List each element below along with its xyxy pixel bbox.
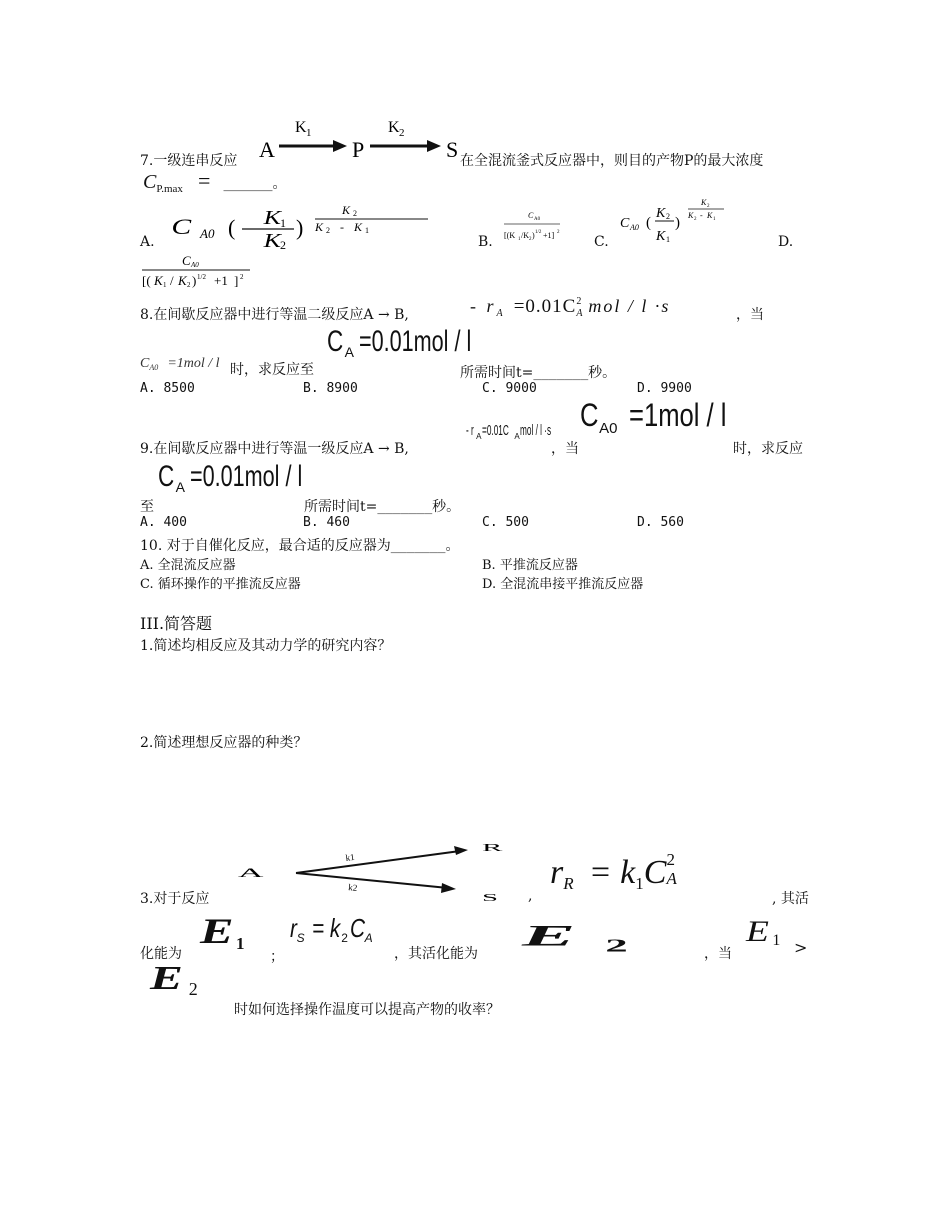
svg-text:+1: +1 (214, 273, 228, 288)
q10-option-c: C. 循环操作的平推流反应器 (140, 577, 301, 592)
q9-prefix: 在间歇反应器中进行等温一级反应A (153, 441, 374, 457)
svg-text:K: K (701, 198, 707, 207)
q10-blank: _______ (390, 539, 446, 554)
q3-semicolon: ； (270, 949, 284, 965)
section3-title: III.简答题 (140, 614, 213, 633)
svg-text:2: 2 (557, 230, 560, 235)
q7-line1-prefix (140, 150, 237, 170)
svg-text:2: 2 (707, 204, 710, 209)
q10-number: 10. (140, 538, 163, 554)
svg-text:K: K (263, 206, 281, 230)
q7-cp-sub: P.max (156, 183, 183, 195)
q8-arrow: → (377, 307, 390, 323)
svg-text:A0: A0 (630, 223, 639, 232)
svg-text:): ) (296, 215, 304, 240)
q3-greater-than: > (794, 938, 808, 957)
q8-ca-target: CA =0.01mol / l (327, 325, 472, 360)
svg-text:]: ] (234, 273, 239, 288)
svg-text:): ) (532, 231, 535, 240)
q9-option-d: D. 560 (637, 515, 684, 530)
q3-E2: E 2 (522, 918, 628, 956)
q9-to: 至 (140, 499, 154, 515)
q3-parallel-reaction-scheme (238, 835, 528, 905)
q7-prefix: 一级连串反应 (153, 153, 238, 169)
q9-option-b: B. 460 (303, 515, 350, 530)
q7-option-b-label: B. (478, 234, 493, 250)
q3-species-S: S (482, 891, 499, 904)
svg-text:/: / (170, 273, 174, 288)
svg-text:2: 2 (187, 281, 191, 289)
svg-text:1: 1 (713, 217, 716, 222)
q7-option-b-formula (500, 204, 570, 246)
section3-q3-prefix: 3.对于反应 (140, 891, 210, 907)
q3-line2-prefix: 化能为 (140, 946, 182, 962)
q3-line2-mid: ，其活化能为 (394, 946, 478, 962)
svg-text:K: K (707, 211, 713, 220)
q8-option-a: A. 8500 (140, 381, 195, 396)
q10-text: 对于自催化反应，最合适的反应器为 (166, 538, 391, 554)
q7-species-P: P (352, 137, 365, 162)
svg-text:1: 1 (518, 237, 521, 242)
q7-blank: _______ (223, 176, 273, 192)
svg-text:A0: A0 (200, 226, 215, 241)
q9-ca0: CA0 =1mol / l (580, 397, 727, 437)
q9-line1-prefix (140, 438, 409, 458)
q10-option-a: A. 全混流反应器 (140, 558, 236, 573)
q9-ask: 所需时间t=_______秒。 (304, 499, 461, 515)
q8-rate-expression: - $r_A =0.01C$ 2 A mol / l ·s (470, 296, 671, 319)
svg-text:K: K (342, 203, 351, 217)
svg-text:2: 2 (353, 209, 357, 218)
svg-text:K: K (263, 229, 281, 252)
svg-text:2: 2 (280, 238, 286, 252)
q3-comma: , (528, 888, 533, 904)
svg-text:/K: /K (521, 231, 529, 240)
svg-text:1: 1 (666, 235, 670, 244)
section3-q1: 1.简述均相反应及其动力学的研究内容？ (140, 638, 392, 654)
q8-time-text: 时，求反应至 (230, 362, 314, 378)
q9-arrow: → (377, 441, 390, 457)
svg-text:C: C (182, 253, 191, 268)
svg-text:2: 2 (529, 237, 532, 242)
q7-k1-letter: K (295, 119, 307, 136)
q8-ask: 所需时间t=_______秒。 (460, 365, 617, 381)
svg-text:-: - (340, 220, 344, 234)
q8-number: 8. (140, 307, 154, 323)
svg-text:K: K (154, 273, 163, 288)
q3-rate-S: rS = k2CA (290, 913, 373, 945)
svg-text:1/2: 1/2 (535, 230, 542, 235)
q7-species-A: A (259, 137, 275, 162)
q3-line1-end: , 其活 (772, 891, 809, 907)
q9-rate-expression: - r A=0.01C Amol / l ·s (466, 422, 551, 441)
q7-cp-symbol: C (143, 171, 157, 193)
q3-k2-label: k2 (347, 882, 358, 893)
svg-text:A0: A0 (191, 261, 199, 269)
svg-text:A0: A0 (534, 217, 541, 222)
q3-k1-label: k1 (344, 851, 356, 863)
svg-text:K: K (656, 229, 666, 244)
q3-species-R: R (482, 841, 503, 854)
q8-option-c: C. 9000 (482, 381, 537, 396)
q7-equals: = (198, 168, 211, 193)
svg-text:1: 1 (280, 216, 286, 230)
svg-text:[(: [( (142, 273, 151, 288)
q8-when: ，当 (736, 307, 764, 323)
q9-when: ，当 (551, 441, 579, 457)
q3-line3-end: 时如何选择操作温度可以提高产物的收率？ (234, 1002, 500, 1018)
svg-text:K: K (354, 220, 363, 234)
svg-text:[(K: [(K (504, 231, 516, 240)
q8-line1-prefix (140, 304, 409, 324)
svg-text:(: ( (228, 215, 236, 240)
q8-prefix: 在间歇反应器中进行等温二级反应A (153, 307, 374, 323)
svg-text:K: K (656, 206, 666, 221)
q3-E1-compare: E 1 (746, 915, 781, 949)
q3-E2-compare: E 2 (150, 960, 198, 999)
q9-option-a: A. 400 (140, 515, 187, 530)
svg-text:1: 1 (365, 226, 369, 235)
q8-option-b: B. 8900 (303, 381, 358, 396)
q7-end: 。 (272, 176, 287, 192)
q9-when2: 时，求反应 (733, 441, 803, 457)
svg-text:2: 2 (240, 273, 244, 281)
svg-text:2: 2 (326, 226, 330, 235)
q7-species-S: S (446, 137, 459, 162)
svg-text:C: C (528, 211, 534, 220)
svg-text:-: - (700, 211, 703, 220)
q7-option-c-label: C. (594, 234, 609, 250)
svg-text:1: 1 (163, 281, 167, 289)
svg-text:K: K (315, 220, 324, 234)
q3-rate-R: rR = k1C 2 A (550, 850, 677, 893)
svg-text:+1]: +1] (543, 231, 555, 240)
q7-k2-sub: 2 (399, 127, 405, 139)
q7-line1-suffix: 在全混流釜式反应器中，则目的产物P的最大浓度 (460, 153, 764, 169)
q7-k2-letter: K (388, 119, 400, 136)
svg-text:C: C (620, 216, 630, 231)
svg-text:K: K (178, 273, 187, 288)
q7-option-d-formula (140, 250, 260, 292)
svg-text:K: K (688, 211, 694, 220)
q10-line: 10. 对于自催化反应，最合适的反应器为_______。 (140, 538, 460, 554)
svg-text:(: ( (646, 215, 651, 231)
q9-product: B, (394, 441, 409, 457)
q8-option-d: D. 9900 (637, 381, 692, 396)
q9-ca-target: CA =0.01mol / l (158, 460, 303, 495)
q7-reaction-scheme (255, 112, 465, 170)
svg-text:2: 2 (694, 217, 697, 222)
q8-product: B, (394, 307, 409, 323)
q3-E1: E 1 (200, 911, 245, 953)
svg-text:C: C (171, 214, 192, 240)
q7-option-d-label: D. (778, 234, 794, 250)
svg-text:): ) (192, 273, 197, 288)
q7-option-c-formula (618, 196, 730, 248)
q7-line2 (143, 168, 287, 195)
section3-q2: 2.简述理想反应器的种类？ (140, 735, 308, 751)
q9-option-c: C. 500 (482, 515, 529, 530)
q7-option-a-label: A. (140, 234, 155, 250)
q8-ca0: CA0 =1mol / l (140, 356, 220, 372)
q10-option-b: B. 平推流反应器 (482, 558, 578, 573)
q7-option-a-formula (170, 202, 440, 252)
q10-option-d: D. 全混流串接平推流反应器 (482, 577, 644, 592)
svg-text:2: 2 (666, 212, 670, 221)
q3-when: ，当 (704, 946, 732, 962)
q7-k1-sub: 1 (306, 127, 312, 139)
q3-species-A: A (238, 866, 264, 880)
q9-number: 9. (140, 441, 154, 457)
q7-number: 7. (140, 153, 154, 169)
svg-text:): ) (675, 215, 680, 231)
svg-text:1/2: 1/2 (197, 273, 206, 281)
